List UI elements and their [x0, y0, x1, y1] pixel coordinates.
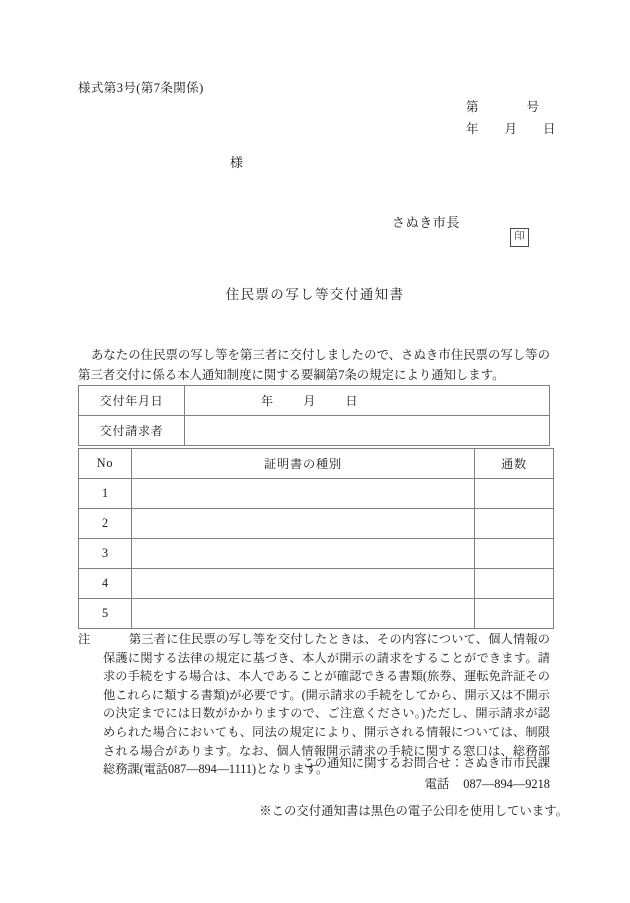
document-number-line [466, 97, 539, 115]
cell-no: 5 [79, 599, 132, 629]
column-header-no: No [79, 449, 132, 479]
document-date-line [466, 119, 556, 137]
issue-date-label: 交付年月日 [79, 386, 185, 416]
phone-number: 087―894―9218 [463, 777, 550, 791]
cell-count[interactable] [475, 599, 554, 629]
table-row [79, 416, 550, 446]
table-row [79, 569, 554, 599]
certificate-list-table [78, 448, 554, 629]
footnote: ※この交付通知書は黒色の電子公印を使用しています。 [259, 804, 568, 818]
date-day-label: 日 [543, 122, 556, 136]
cell-kind[interactable] [132, 539, 475, 569]
issue-date-day: 日 [345, 394, 358, 408]
column-header-kind: 証明書の種別 [132, 449, 475, 479]
column-header-count: 通数 [475, 449, 554, 479]
cell-kind[interactable] [132, 569, 475, 599]
intro-paragraph: あなたの住民票の写し等を第三者に交付しましたので、さぬき市住民票の写し等の第三者交付に係る本人通知制度に関する要綱第7条の規定により通知します。 [78, 348, 550, 382]
issue-date-year: 年 [261, 394, 274, 408]
cell-count[interactable] [475, 479, 554, 509]
issuer-name: さぬき市長 [392, 215, 461, 230]
cell-kind[interactable] [132, 509, 475, 539]
date-year-label: 年 [466, 122, 479, 136]
cell-count[interactable] [475, 569, 554, 599]
form-number: 様式第3号(第7条関係) [78, 81, 204, 95]
date-month-label: 月 [504, 122, 518, 136]
cell-no: 1 [79, 479, 132, 509]
cell-kind[interactable] [132, 479, 475, 509]
contact-line: この通知に関するお問合せ：さぬき市市民課 [302, 756, 550, 770]
document-number-suffix: 号 [526, 100, 540, 114]
table-row [79, 509, 554, 539]
cell-no: 3 [79, 539, 132, 569]
cell-kind[interactable] [132, 599, 475, 629]
table-row [79, 599, 554, 629]
table-row [79, 386, 550, 416]
request-info-table [78, 385, 550, 446]
cell-count[interactable] [475, 509, 554, 539]
contact-phone [0, 774, 550, 792]
table-header-row [79, 449, 554, 479]
page-title: 住民票の写し等交付通知書 [225, 287, 405, 302]
issue-date-month: 月 [303, 394, 316, 408]
phone-label: 電話 [424, 777, 450, 791]
official-seal-box: 印 [510, 228, 529, 247]
issue-date-value[interactable] [185, 386, 550, 416]
table-row [79, 539, 554, 569]
note-marker: 注 [78, 632, 91, 646]
note-text: 第三者に住民票の写し等を交付したときは、その内容について、個人情報の保護に関する法律の規定に基づき、本人が開示の請求をすることができます。請求の手続をする場合は、本人であることが確認できる書類(旅券、運転免許証その他これらに類する書類)が必要です。(開示請求の手続をしてから、開示又は不開示の決定までには日数がかかりますので、ご注意ください。)ただし、開示請求が認められた場合においても、同法の規定により、開示される情報については、制限される場合があります。なお、個人情報開示請求の手続に関する窓口は、総務部総務課(電話087―894―1111)となります。 [103, 632, 550, 777]
requester-label: 交付請求者 [79, 416, 185, 446]
cell-count[interactable] [475, 539, 554, 569]
requester-value[interactable] [185, 416, 550, 446]
cell-no: 2 [79, 509, 132, 539]
document-number-prefix: 第 [466, 100, 479, 114]
cell-no: 4 [79, 569, 132, 599]
addressee-honorific: 様 [230, 155, 244, 170]
table-row [79, 479, 554, 509]
